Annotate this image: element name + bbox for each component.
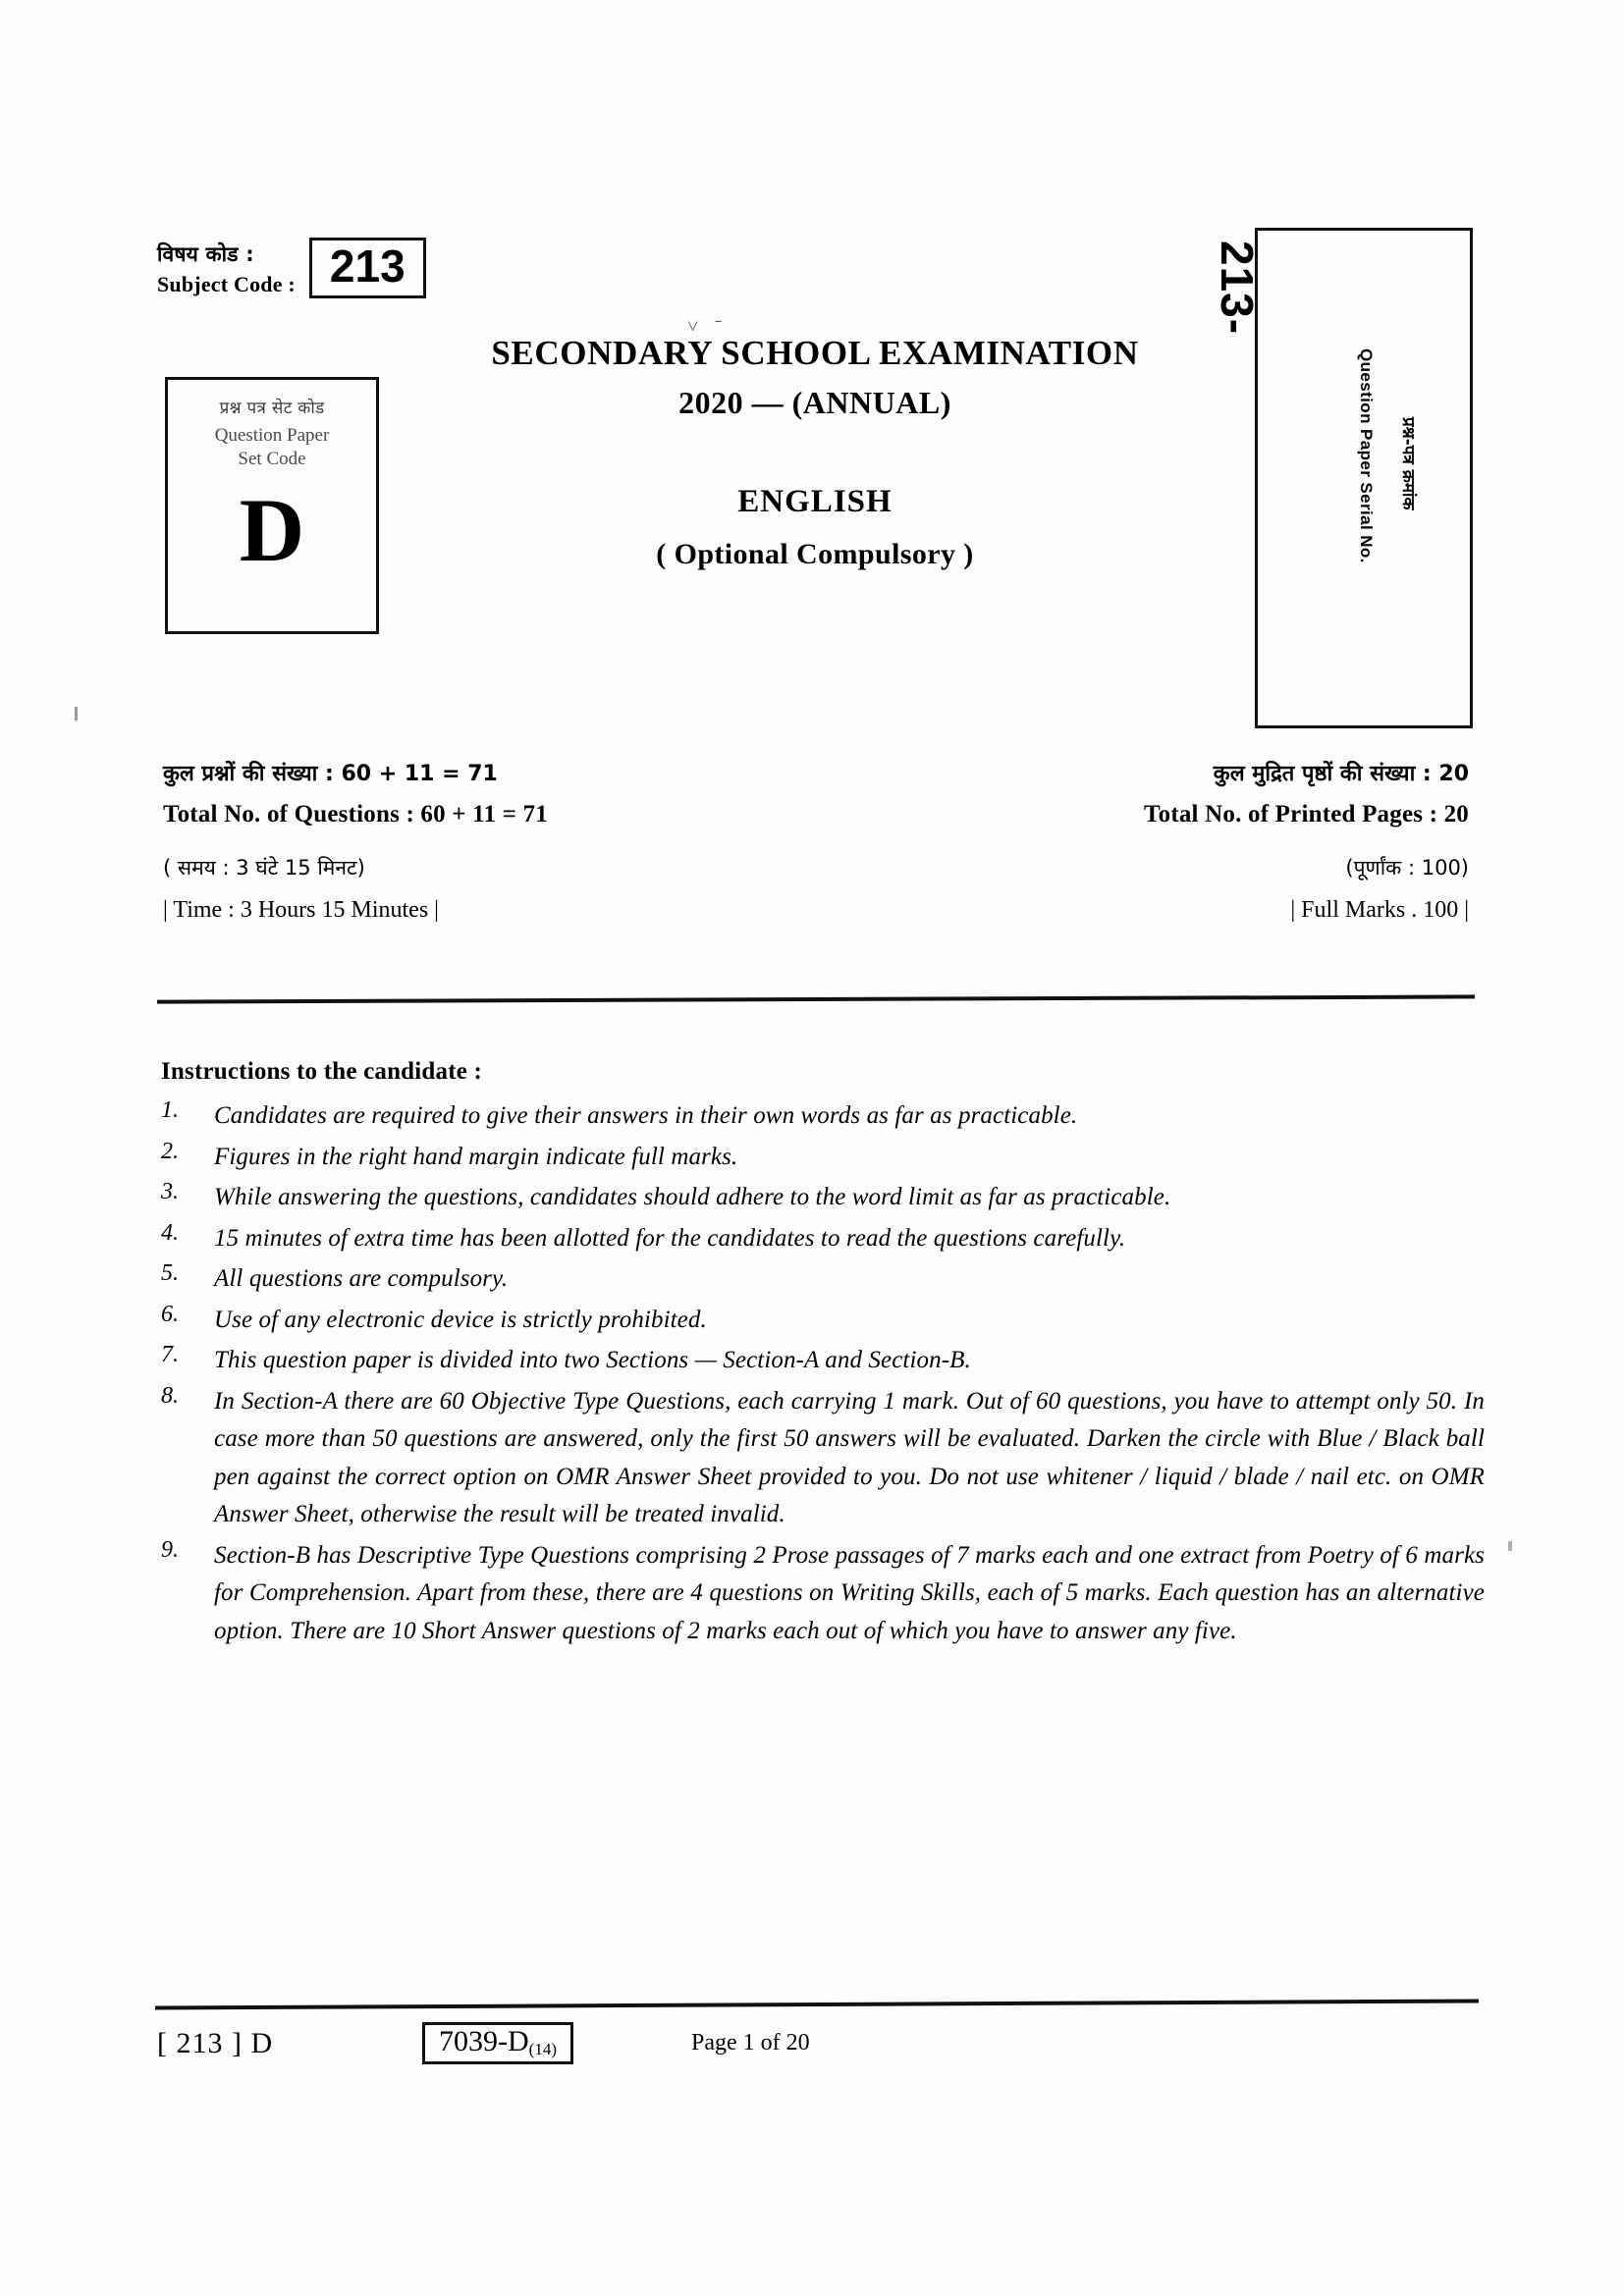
time-hindi: ( समय : 3 घंटे 15 मिनट) <box>163 856 365 880</box>
footer-code-main: 7039-D <box>439 2025 529 2057</box>
scan-speck-right <box>1508 1541 1512 1551</box>
full-marks-english: | Full Marks . 100 | <box>1290 897 1469 923</box>
question-paper-set-code-box <box>165 377 379 634</box>
instruction-text: Use of any electronic device is strictly prohibited. <box>214 1306 707 1333</box>
scan-smudge-mark: ˅ ˉ <box>687 316 728 338</box>
total-pages-hindi: कुल मुद्रित पृष्ठों की संख्या : 20 <box>1213 762 1469 786</box>
instruction-number: 7. <box>161 1342 179 1367</box>
set-code-label-english <box>168 424 376 471</box>
set-code-label-line2: Set Code <box>238 448 306 469</box>
instruction-item <box>161 1139 1485 1177</box>
instructions-list <box>161 1097 1485 1650</box>
serial-label-hindi: प्रश्न-पत्र क्रमांक <box>1398 417 1418 510</box>
footer-subject-set: [ 213 ] D <box>157 2026 274 2059</box>
instructions-block <box>161 1058 1485 1653</box>
subject-subtitle: ( Optional Compulsory ) <box>656 538 974 570</box>
instruction-text: Section-B has Descriptive Type Questions comprising 2 Prose passages of 7 marks each and one extract from Poetry of 6 marks for Comprehension. Apart from these, there are 4 questions on Writing Skills, each of 5 marks. Each question has an alternative option. There are 10 Short Answer questions of 2 marks each out of which you have to answer any five. <box>214 1541 1485 1644</box>
instruction-number: 4. <box>161 1219 179 1246</box>
instruction-number: 9. <box>161 1536 179 1563</box>
meta-row-time-hindi <box>163 854 1469 881</box>
instruction-item <box>161 1179 1485 1217</box>
subject-code-block <box>157 236 550 300</box>
instruction-text: This question paper is divided into two Sections — Section-A and Section-B. <box>214 1347 971 1373</box>
subject-name: ENGLISH <box>737 484 893 519</box>
question-paper-serial-box <box>1212 228 1473 728</box>
instruction-item <box>161 1260 1485 1299</box>
total-questions-english: Total No. of Questions : 60 + 11 = 71 <box>163 801 548 828</box>
divider-top <box>157 994 1475 1003</box>
instruction-number: 1. <box>161 1097 179 1123</box>
scan-speck <box>75 707 78 721</box>
instruction-text: While answering the questions, candidates should adhere to the word limit as far as practicable. <box>214 1184 1171 1210</box>
instruction-number: 8. <box>161 1382 179 1409</box>
instruction-text: In Section-A there are 60 Objective Type Questions, each carrying 1 mark. Out of 60 questions, you have to attempt only 50. In case more than 50 questions are answered, only the first 50 answers will be evaluated. Darken the circle with Blue / Black ball pen against the correct option on OMR Answer Sheet provided to you. Do not use whitener / liquid / blade / nail etc. on OMR Answer Sheet, otherwise the result will be treated invalid. <box>214 1387 1485 1527</box>
instruction-number: 3. <box>161 1179 179 1204</box>
instruction-number: 5. <box>161 1260 179 1286</box>
subject-code-labels <box>157 236 296 300</box>
subject-code-value-box: 213 <box>309 238 426 298</box>
instruction-text: Figures in the right hand margin indicate full marks. <box>214 1143 738 1170</box>
total-pages-english: Total No. of Printed Pages : 20 <box>1144 801 1469 828</box>
subject-code-label-english: Subject Code : <box>157 272 296 297</box>
instructions-heading: Instructions to the candidate : <box>161 1058 483 1085</box>
title-block <box>412 334 1218 571</box>
instruction-item <box>161 1220 1485 1258</box>
meta-row-time-english <box>163 897 1469 924</box>
set-code-label-hindi: प्रश्न पत्र सेट कोड <box>219 399 325 418</box>
instruction-item <box>161 1302 1485 1340</box>
footer-code-sub: (14) <box>528 2040 557 2058</box>
page-title: SECONDARY SCHOOL EXAMINATION <box>491 334 1139 372</box>
time-english: | Time : 3 Hours 15 Minutes | <box>163 897 439 923</box>
set-code-letter: D <box>239 479 305 580</box>
serial-number: 213- <box>1212 240 1263 336</box>
instruction-number: 6. <box>161 1301 179 1327</box>
full-marks-hindi: (पूर्णांक : 100) <box>1345 856 1469 880</box>
meta-row-questions-hindi <box>163 758 1469 787</box>
page-footer <box>157 2022 1481 2064</box>
instruction-text: 15 minutes of extra time has been allotted for the candidates to read the questions carefully. <box>214 1224 1126 1252</box>
instruction-text: Candidates are required to give their answers in their own words as far as practicable. <box>214 1102 1078 1129</box>
instruction-text: All questions are compulsory. <box>214 1265 509 1292</box>
instruction-item <box>161 1537 1485 1651</box>
exam-year: 2020 — (ANNUAL) <box>678 385 951 420</box>
set-code-label-line1: Question Paper <box>214 425 330 446</box>
subject-code-label-hindi: विषय कोड : <box>157 242 254 266</box>
exam-meta-block <box>163 758 1469 930</box>
footer-code-box <box>422 2022 573 2064</box>
serial-label-english: Question Paper Serial No. <box>1357 348 1376 563</box>
meta-row-questions-english <box>163 801 1469 828</box>
instruction-item <box>161 1097 1485 1136</box>
instruction-item <box>161 1383 1485 1534</box>
instruction-item <box>161 1342 1485 1380</box>
divider-bottom <box>155 1999 1479 2009</box>
footer-page-number: Page 1 of 20 <box>690 2030 810 2056</box>
instruction-number: 2. <box>161 1138 179 1164</box>
total-questions-hindi: कुल प्रश्नों की संख्या : 60 + 11 = 71 <box>163 762 498 786</box>
